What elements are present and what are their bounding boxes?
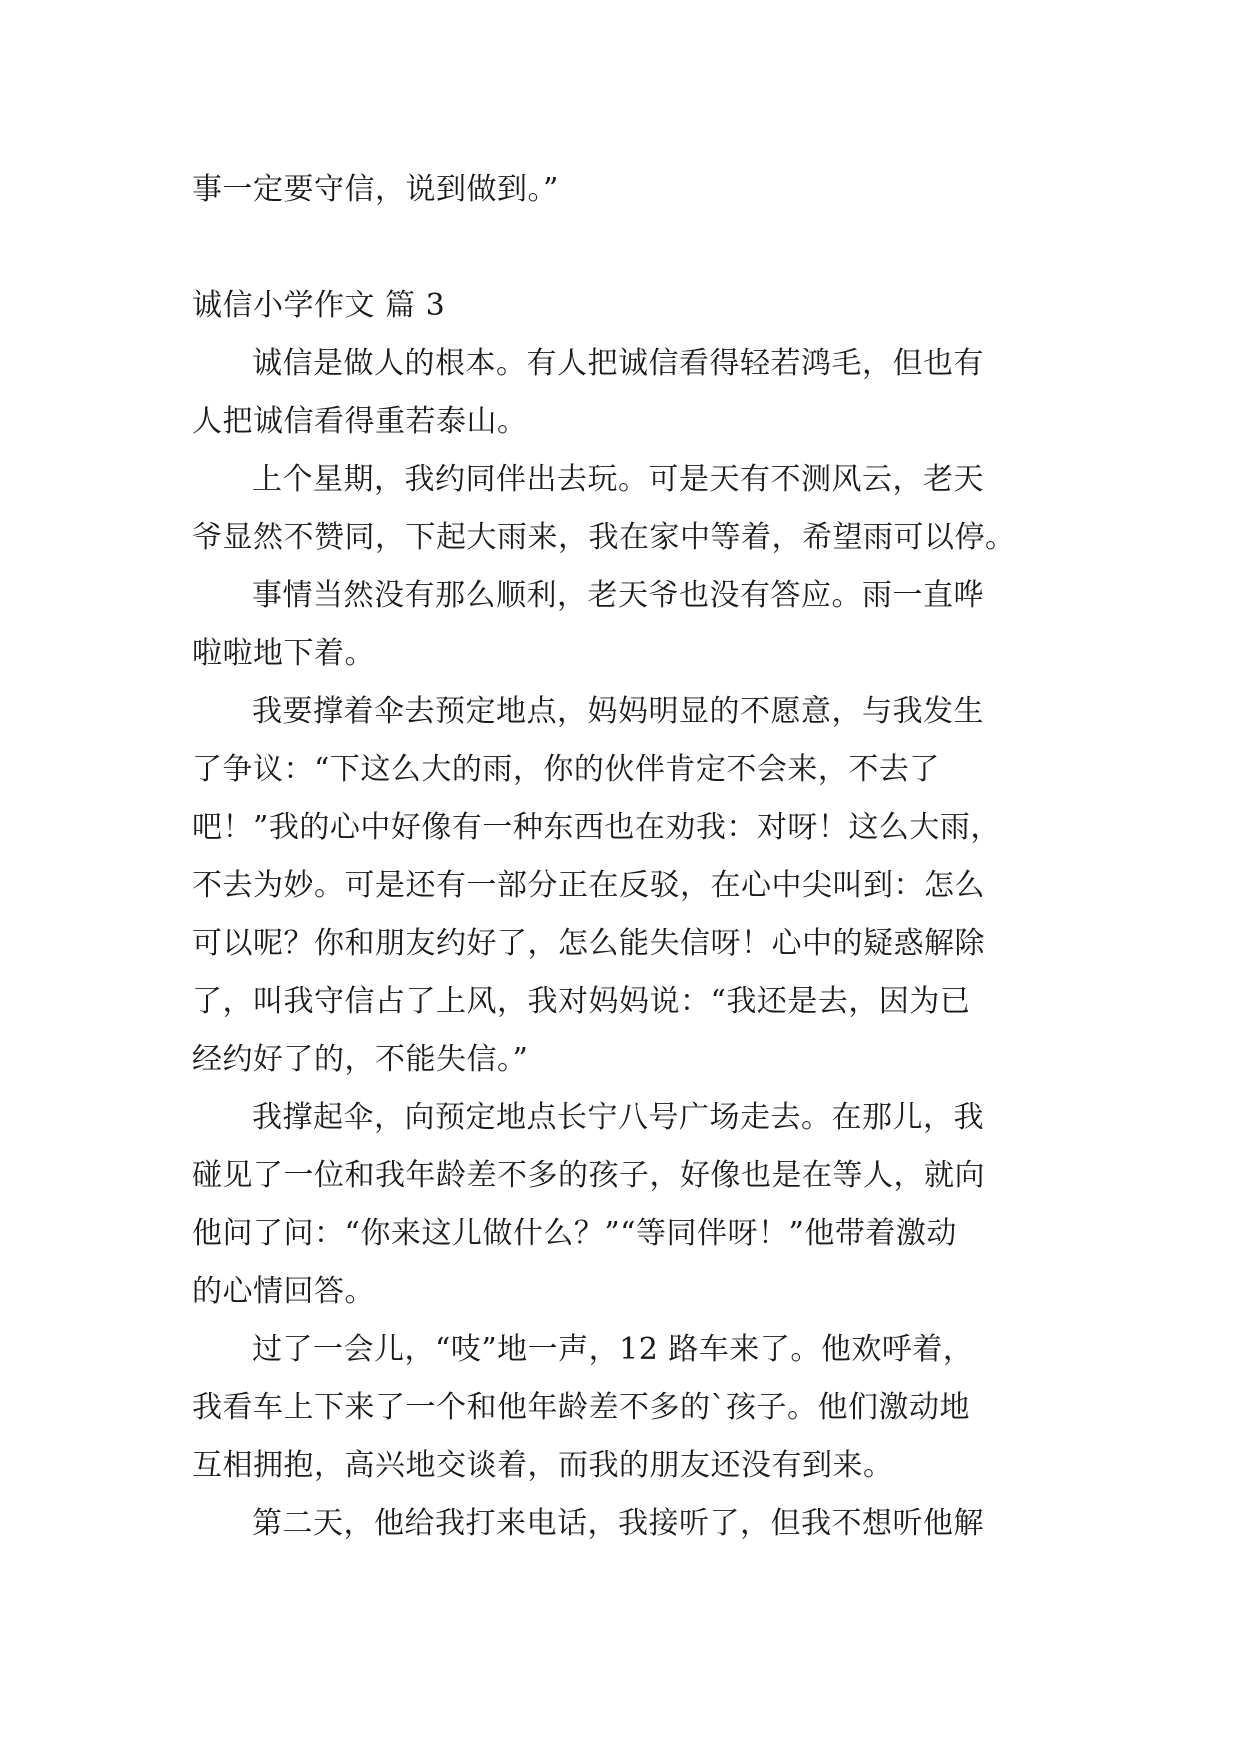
paragraph-line: 爷显然不赞同，下起大雨来，我在家中等着，希望雨可以停。 xyxy=(192,520,1016,555)
paragraph-line: 啦啦地下着。 xyxy=(192,636,375,671)
paragraph-line: 的心情回答。 xyxy=(192,1274,375,1309)
paragraph-5 xyxy=(192,1089,1052,1321)
paragraph-line: 我撑起伞，向预定地点长宁八号广场走去。在那儿，我 xyxy=(252,1100,984,1135)
section-gap xyxy=(192,219,1052,277)
paragraph-2 xyxy=(192,451,1052,567)
paragraph-line: 过了一会儿，“吱”地一声，12 路车来了。他欢呼着， xyxy=(252,1332,974,1367)
paragraph-line: 碰见了一位和我年龄差不多的孩子，好像也是在等人，就向 xyxy=(192,1158,985,1193)
paragraph-4 xyxy=(192,683,1052,1089)
paragraph-line: 互相拥抱，高兴地交谈着，而我的朋友还没有到来。 xyxy=(192,1448,894,1483)
paragraph-1 xyxy=(192,335,1052,451)
paragraph-line: 诚信是做人的根本。有人把诚信看得轻若鸿毛，但也有 xyxy=(252,346,984,381)
paragraph-3 xyxy=(192,567,1052,683)
paragraph-line: 他问了问：“你来这儿做什么？”“等同伴呀！”他带着激动 xyxy=(192,1216,957,1251)
document-body xyxy=(192,161,1052,1553)
paragraph-line: 吧！”我的心中好像有一种东西也在劝我：对呀！这么大雨， xyxy=(192,810,1001,845)
paragraph-line: 不去为妙。可是还有一部分正在反驳，在心中尖叫到：怎么 xyxy=(192,868,985,903)
paragraph-7 xyxy=(192,1495,1052,1553)
paragraph-line: 人把诚信看得重若泰山。 xyxy=(192,404,528,439)
paragraph-line: 经约好了的，不能失信。” xyxy=(192,1042,529,1077)
paragraph-line: 了，叫我守信占了上风，我对妈妈说：“我还是去，因为已 xyxy=(192,984,971,1019)
paragraph-line: 第二天，他给我打来电话，我接听了，但我不想听他解 xyxy=(252,1506,984,1541)
section-title: 诚信小学作文 篇 3 xyxy=(192,288,446,323)
paragraph-line: 了争议：“下这么大的雨，你的伙伴肯定不会来，不去了 xyxy=(192,752,940,787)
paragraph-line: 上个星期，我约同伴出去玩。可是天有不测风云，老天 xyxy=(252,462,984,497)
paragraph-line: 我要撑着伞去预定地点，妈妈明显的不愿意，与我发生 xyxy=(252,694,984,729)
paragraph-line: 我看车上下来了一个和他年龄差不多的`孩子。他们激动地 xyxy=(192,1390,970,1425)
paragraph-6 xyxy=(192,1321,1052,1495)
paragraph-line: 事情当然没有那么顺利，老天爷也没有答应。雨一直哗 xyxy=(252,578,984,613)
carryover-line: 事一定要守信，说到做到。” xyxy=(192,172,559,207)
paragraph-line: 可以呢？你和朋友约好了，怎么能失信呀！心中的疑惑解除 xyxy=(192,926,985,961)
